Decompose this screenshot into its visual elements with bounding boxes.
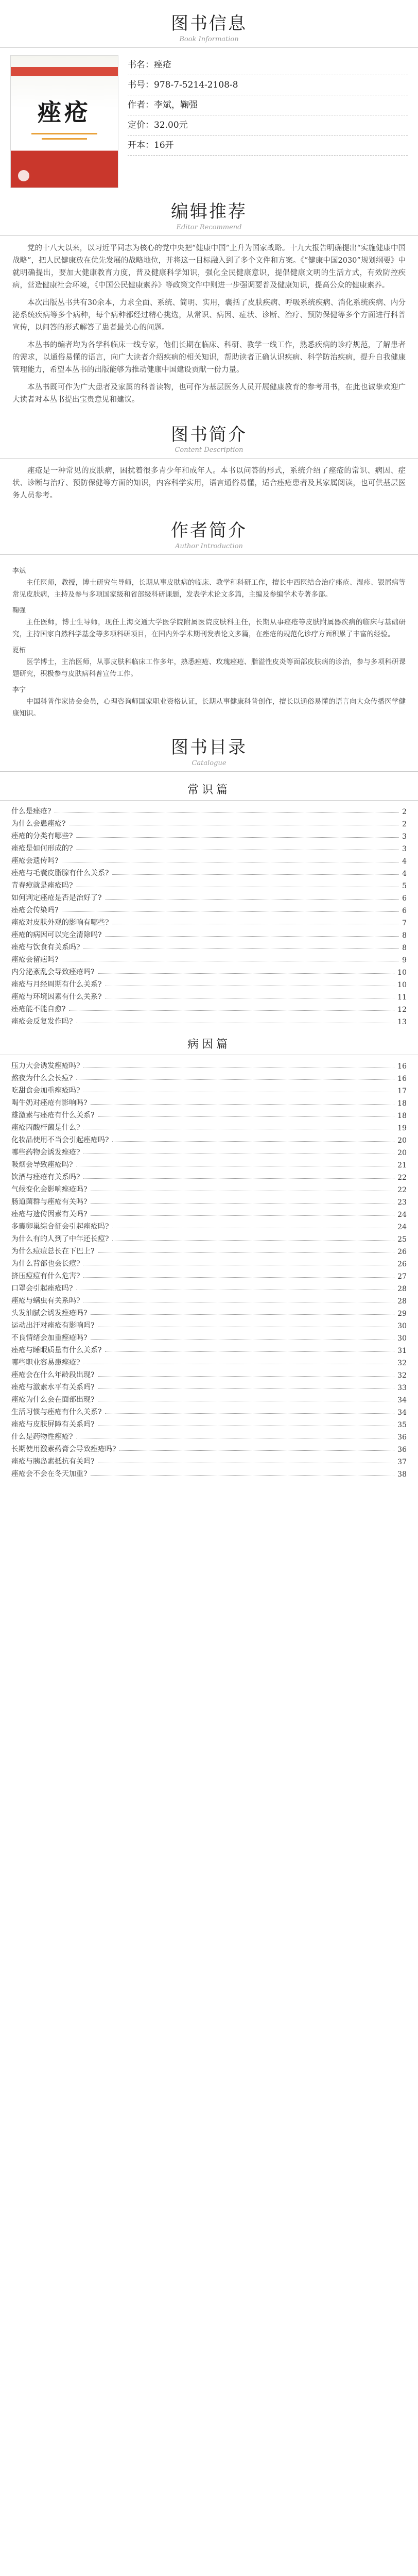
- toc-item-page: 6: [402, 906, 407, 915]
- toc-item-page: 37: [397, 1458, 407, 1466]
- toc-item: [11, 1343, 407, 1355]
- toc-item: [11, 1219, 407, 1231]
- toc-item: [11, 964, 407, 977]
- toc-item-page: 7: [402, 919, 407, 927]
- toc-item-title: 痤疮与遗传因素有关吗?: [11, 1210, 88, 1218]
- toc-item-page: 34: [397, 1396, 407, 1404]
- toc-leader: [105, 1413, 395, 1414]
- toc-item-page: 35: [397, 1420, 407, 1429]
- toc-item: [11, 977, 407, 989]
- toc-item: [11, 1429, 407, 1442]
- toc-item-page: 8: [402, 943, 407, 952]
- cover-decoration: [31, 133, 97, 134]
- field-title: 书名：痤疮: [128, 55, 408, 75]
- toc-item: [11, 866, 407, 878]
- toc-item-title: 不良情绪会加重痤疮吗?: [11, 1333, 88, 1342]
- toc-item: [11, 890, 407, 903]
- toc-item-title: 生活习惯与痤疮有什么关系?: [11, 1408, 102, 1416]
- book-cover-image: [10, 55, 118, 188]
- toc-item-page: 26: [397, 1260, 407, 1268]
- toc-item-title: 痤疮与螨虫有关系吗?: [11, 1296, 80, 1305]
- divider: [0, 800, 418, 801]
- toc-item-page: 8: [402, 931, 407, 940]
- toc-item: [11, 804, 407, 816]
- toc-item: [11, 1170, 407, 1182]
- toc-item: [11, 1014, 407, 1026]
- toc-item-title: 痤疮的分类有哪些?: [11, 832, 73, 840]
- toc-leader: [105, 936, 399, 937]
- toc-leader: [83, 1178, 395, 1179]
- toc-item-title: 吃甜食会加重痤疮吗?: [11, 1086, 80, 1095]
- summary-header: [0, 411, 418, 459]
- toc-item-page: 20: [397, 1148, 407, 1157]
- toc-item-page: 21: [397, 1161, 407, 1170]
- toc-leader: [98, 1252, 395, 1253]
- toc-leader: [105, 899, 399, 900]
- toc-item: [11, 1207, 407, 1219]
- toc-item-page: 28: [397, 1284, 407, 1293]
- catalogue-header: [0, 724, 418, 772]
- toc-item-page: 3: [402, 844, 407, 853]
- toc-item: [11, 940, 407, 952]
- toc-item-title: 痤疮与饮食有关系吗?: [11, 943, 80, 952]
- author-bio: 主任医师，教授，博士研究生导师，长期从事皮肤病的临床、教学和科研工作，擅长中西医结合治疗痤疮、湿疹、银屑病等常见皮肤病，主持及参与多项国家级和省部级科研课题，发表学术论文多篇，主编及参编学术专著多部。: [12, 579, 406, 599]
- toc-item-page: 22: [397, 1185, 407, 1194]
- book-info-subtitle: Book Information: [179, 35, 239, 43]
- toc-item: [11, 1442, 407, 1454]
- toc-item-page: 4: [402, 869, 407, 878]
- toc-item-page: 20: [397, 1136, 407, 1145]
- toc-item: [11, 853, 407, 866]
- toc-item: [11, 1194, 407, 1207]
- field-author: 作者：李斌，鞠强: [128, 95, 408, 115]
- toc-item: [11, 878, 407, 890]
- toc-item-page: 19: [397, 1124, 407, 1132]
- toc-item-page: 38: [397, 1470, 407, 1479]
- toc-item-title: 喝牛奶对痤疮有影响吗?: [11, 1098, 88, 1107]
- field-format: 开本：16开: [128, 135, 408, 156]
- toc-item: [11, 952, 407, 964]
- toc-list: [0, 804, 418, 1026]
- toc-leader: [91, 1104, 395, 1105]
- toc-item: [11, 1306, 407, 1318]
- toc-item: [11, 1083, 407, 1095]
- toc-item-page: 16: [397, 1074, 407, 1083]
- toc-item-title: 痤疮与月经周期有什么关系?: [11, 980, 102, 989]
- cover-band: [11, 67, 118, 76]
- toc-item-page: 30: [397, 1321, 407, 1330]
- editor-rec-body: [0, 236, 418, 406]
- book-info-header: [0, 0, 418, 48]
- book-info: [0, 48, 418, 188]
- toc-leader: [76, 837, 399, 838]
- editor-rec-title: 编辑推荐: [171, 201, 247, 222]
- toc-item: [11, 1454, 407, 1466]
- toc-item: [11, 915, 407, 927]
- toc-item: [11, 1268, 407, 1281]
- toc-item-page: 9: [402, 956, 407, 964]
- catalogue: [0, 781, 418, 1479]
- toc-item-title: 熬夜为什么会长痘?: [11, 1074, 73, 1082]
- toc-item-title: 气候变化会影响痤疮吗?: [11, 1185, 88, 1194]
- toc-item-title: 为什么痘痘总长在下巴上?: [11, 1247, 95, 1256]
- toc-item-title: 运动出汗对痤疮有影响吗?: [11, 1321, 95, 1330]
- toc-item: [11, 1108, 407, 1120]
- toc-item-page: 17: [397, 1087, 407, 1095]
- toc-item-page: 32: [397, 1371, 407, 1380]
- toc-item-title: 痤疮对皮肤外观的影响有哪些?: [11, 918, 109, 927]
- toc-item-page: 34: [397, 1408, 407, 1417]
- toc-leader: [91, 1475, 395, 1476]
- author-name: 李斌: [12, 567, 26, 575]
- toc-item-title: 饮酒与痤疮有关系吗?: [11, 1173, 80, 1181]
- toc-item: [11, 1293, 407, 1306]
- toc-leader: [105, 1351, 395, 1352]
- toc-item: [11, 1417, 407, 1429]
- toc-item-title: 为什么背部也会长痘?: [11, 1259, 80, 1268]
- toc-item-page: 25: [397, 1235, 407, 1244]
- toc-leader: [91, 1314, 395, 1315]
- toc-item-page: 22: [397, 1173, 407, 1182]
- toc-item-title: 雄激素与痤疮有什么关系?: [11, 1111, 95, 1120]
- toc-item: [11, 1244, 407, 1256]
- toc-item-page: 24: [397, 1210, 407, 1219]
- authors-title: 作者简介: [171, 520, 247, 541]
- paragraph: 本丛书既可作为广大患者及家属的科普读物，也可作为基层医务人员开展健康教育的参考用书，在此也诚挚欢迎广大读者对本丛书提出宝贵意见和建议。: [12, 383, 406, 404]
- chapter-title: 常识篇: [187, 783, 231, 796]
- toc-item-page: 2: [402, 820, 407, 828]
- toc-item-title: 痤疮与胰岛素抵抗有关吗?: [11, 1457, 95, 1466]
- toc-item: [11, 1330, 407, 1343]
- chapter-title: 病因篇: [187, 1038, 231, 1051]
- toc-item-title: 哪些药物会诱发痤疮?: [11, 1148, 80, 1157]
- toc-leader: [69, 1010, 395, 1011]
- toc-item: [11, 1256, 407, 1268]
- toc-item-page: 36: [397, 1445, 407, 1454]
- toc-item: [11, 1355, 407, 1367]
- toc-item-title: 压力大会诱发痤疮吗?: [11, 1061, 80, 1070]
- publisher-logo-icon: [18, 170, 29, 181]
- toc-item-page: 29: [397, 1309, 407, 1318]
- author-name: 夏柘: [12, 647, 26, 655]
- toc-item-title: 痤疮与皮肤屏障有关系吗?: [11, 1420, 95, 1429]
- summary-title: 图书简介: [171, 424, 247, 445]
- toc-item: [11, 1120, 407, 1132]
- toc-item-page: 26: [397, 1247, 407, 1256]
- paragraph: 本丛书的编者均为各学科临床一线专家，他们长期在临床、科研、教学一线工作，熟悉疾病的诊疗规范，了解患者的需求，以通俗易懂的语言，向广大读者介绍疾病的相关知识，帮助读者正确认识疾病、科学防治疾病，提升自我健康管理能力，希望本丛书的出版能够为推动健康中国建设贡献一份力量。: [12, 341, 406, 374]
- toc-item: [11, 1380, 407, 1392]
- author-bio: 医学博士，主治医师，从事皮肤科临床工作多年，熟悉痤疮、玫瑰痤疮、脂溢性皮炎等面部皮肤病的诊治，参与多项科研课题研究，积极参与皮肤病科普宣传工作。: [12, 658, 406, 679]
- field-isbn: 书号：978-7-5214-2108-8: [128, 75, 408, 95]
- toc-item-page: 6: [402, 894, 407, 903]
- toc-leader: [62, 911, 399, 912]
- book-fields: [118, 55, 408, 188]
- toc-item: [11, 1002, 407, 1014]
- toc-item-title: 痤疮是如何形成的?: [11, 844, 73, 853]
- authors-subtitle: Author Introduction: [175, 543, 243, 551]
- divider: [0, 771, 418, 772]
- toc-item-title: 挤压痘痘有什么危害?: [11, 1272, 80, 1280]
- toc-leader: [83, 1277, 395, 1278]
- authors-header: [0, 507, 418, 555]
- author-name: 李宁: [12, 686, 26, 694]
- editor-rec-header: [0, 188, 418, 236]
- author-bio: 中国科普作家协会会员，心理咨询师国家职业资格认证，长期从事健康科普创作，擅长以通俗易懂的语言向大众传播医学健康知识。: [12, 698, 406, 718]
- toc-item: [11, 1071, 407, 1083]
- toc-item-title: 痤疮会反复发作吗?: [11, 1017, 73, 1026]
- toc-item-title: 哪些职业容易患痤疮?: [11, 1358, 80, 1367]
- toc-item-title: 痤疮会在什么年龄段出现?: [11, 1370, 95, 1379]
- author-name: 鞠强: [12, 607, 26, 615]
- toc-item-title: 多囊卵巢综合征会引起痤疮吗?: [11, 1222, 109, 1231]
- toc-item-page: 31: [397, 1346, 407, 1355]
- toc-item-title: 痤疮与环境因素有什么关系?: [11, 992, 102, 1001]
- toc-leader: [112, 874, 399, 875]
- toc-item-title: 痤疮会不会在冬天加重?: [11, 1469, 88, 1478]
- toc-item-title: 为什么会患痤疮?: [11, 819, 66, 828]
- toc-item-page: 10: [397, 968, 407, 977]
- toc-item-page: 30: [397, 1334, 407, 1343]
- toc-item-page: 12: [397, 1005, 407, 1014]
- authors-body: [0, 555, 418, 720]
- toc-item-title: 痤疮会遗传吗?: [11, 856, 59, 865]
- toc-item-title: 吸烟会导致痤疮吗?: [11, 1160, 73, 1169]
- toc-item: [11, 1231, 407, 1244]
- cover-decoration: [42, 138, 87, 140]
- toc-item-title: 痤疮与激素水平有关系吗?: [11, 1383, 95, 1392]
- toc-item-page: 13: [397, 1018, 407, 1026]
- toc-item-page: 16: [397, 1062, 407, 1071]
- toc-item-title: 什么是药物性痤疮?: [11, 1432, 73, 1441]
- toc-leader: [91, 1339, 395, 1340]
- toc-item: [11, 1281, 407, 1293]
- paragraph: 本次出版丛书共有30余本，力求全面、系统、简明、实用，囊括了皮肤疾病、呼吸系统疾病、消化系统疾病、内分泌系统疾病等多个病种，每个病种都经过精心挑选，从常识、病因、症状、诊断、治疗、预防保健等多个方面进行科普宣传，以问答的形式解答了患者最关心的问题。: [12, 298, 406, 332]
- toc-item-title: 什么是痤疮?: [11, 807, 51, 816]
- toc-item: [11, 1404, 407, 1417]
- toc-item-page: 28: [397, 1297, 407, 1306]
- summary-subtitle: Content Description: [175, 446, 243, 454]
- toc-item-title: 痤疮与睡眠质量有什么关系?: [11, 1346, 102, 1354]
- toc-item: [11, 1182, 407, 1194]
- toc-item-title: 痤疮为什么会在面部出现?: [11, 1395, 95, 1404]
- toc-leader: [91, 1203, 395, 1204]
- toc-leader: [55, 812, 399, 813]
- toc-leader: [76, 1079, 395, 1080]
- catalogue-subtitle: Catalogue: [191, 759, 227, 767]
- toc-leader: [98, 973, 395, 974]
- book-info-title: 图书信息: [171, 13, 247, 34]
- toc-item-title: 痤疮会传染吗?: [11, 906, 59, 914]
- toc-item-page: 24: [397, 1223, 407, 1231]
- toc-item-page: 4: [402, 857, 407, 866]
- toc-item-title: 痤疮能不能自愈?: [11, 1005, 66, 1013]
- toc-item: [11, 828, 407, 841]
- toc-leader: [91, 1215, 395, 1216]
- toc-item-page: 33: [397, 1383, 407, 1392]
- toc-item: [11, 903, 407, 915]
- toc-leader: [119, 1450, 395, 1451]
- toc-item: [11, 1145, 407, 1157]
- toc-item-title: 青春痘就是痤疮吗?: [11, 881, 73, 890]
- toc-item-title: 肠道菌群与痤疮有关吗?: [11, 1197, 88, 1206]
- toc-item-page: 27: [397, 1272, 407, 1281]
- toc-item-page: 11: [397, 993, 407, 1002]
- toc-item-title: 内分泌紊乱会导致痤疮吗?: [11, 968, 95, 976]
- toc-item-title: 化妆品使用不当会引起痤疮吗?: [11, 1136, 109, 1144]
- catalogue-title: 图书目录: [171, 737, 247, 758]
- toc-item: [11, 927, 407, 940]
- paragraph: 党的十八大以来，以习近平同志为核心的党中央把“健康中国”上升为国家战略。十九大报告明确提出“实施健康中国战略”，把人民健康放在优先发展的战略地位，并将这一目标融入到了多个文件和方案。《“健康中国2030”规划纲要》中就明确提出，要加大健康教育力度，普及健康科学知识，强化全民健康意识，提倡健康文明的生活方式，有效防控疾病，营造健康社会环境，《中国公民健康素养》等政策文件中则进一步强调要普及健康知识，提高公众的健康素养。: [12, 244, 406, 290]
- toc-item: [11, 1132, 407, 1145]
- toc-item: [11, 989, 407, 1002]
- toc-item-title: 长期使用激素药膏会导致痤疮吗?: [11, 1445, 116, 1453]
- toc-item-title: 如何判定痤疮是否是治好了?: [11, 893, 102, 902]
- cover-title: 痤疮: [38, 98, 91, 126]
- toc-item: [11, 1095, 407, 1108]
- toc-item-page: 10: [397, 980, 407, 989]
- toc-leader: [98, 1116, 395, 1117]
- toc-item-page: 18: [397, 1099, 407, 1108]
- toc-item-title: 头发油腻会诱发痤疮吗?: [11, 1309, 88, 1317]
- toc-item-title: 痤疮会留疤吗?: [11, 955, 59, 964]
- summary-body: [0, 459, 418, 502]
- toc-item-title: 痤疮丙酸杆菌是什么?: [11, 1123, 80, 1132]
- toc-item-page: 32: [397, 1359, 407, 1367]
- toc-leader: [112, 1141, 395, 1142]
- toc-item: [11, 1392, 407, 1404]
- toc-list: [0, 1058, 418, 1479]
- toc-leader: [98, 1388, 395, 1389]
- toc-item-page: 18: [397, 1111, 407, 1120]
- toc-item: [11, 1318, 407, 1330]
- toc-item-title: 为什么有的人到了中年还长痘?: [11, 1234, 109, 1243]
- toc-item-page: 36: [397, 1433, 407, 1442]
- toc-item: [11, 1157, 407, 1170]
- toc-item-title: 口罩会引起痤疮吗?: [11, 1284, 73, 1293]
- paragraph: 痤疮是一种常见的皮肤病，困扰着很多青少年和成年人。本书以问答的形式，系统介绍了痤疮的常识、病因、症状、诊断与治疗、预防保健等方面的知识，内容科学实用，语言通俗易懂，适合痤疮患者及其家属阅读，也可供基层医务人员参考。: [12, 467, 406, 500]
- toc-item: [11, 841, 407, 853]
- author-bio: 主任医师，博士生导师，现任上海交通大学医学院附属医院皮肤科主任，长期从事痤疮等皮肤附属器疾病的临床与基础研究，主持国家自然科学基金等多项科研项目，在国内外学术期刊发表论文多篇，在痤疮的规范化诊疗方面积累了丰富的经验。: [12, 618, 406, 639]
- toc-item: [11, 816, 407, 828]
- toc-item: [11, 1058, 407, 1071]
- editor-rec-subtitle: Editor Recommend: [176, 223, 242, 231]
- toc-leader: [83, 948, 399, 949]
- toc-item: [11, 1367, 407, 1380]
- toc-item-page: 23: [397, 1198, 407, 1207]
- toc-item-title: 痤疮的病因可以完全清除吗?: [11, 930, 102, 939]
- toc-item-page: 2: [402, 807, 407, 816]
- toc-item-page: 5: [402, 882, 407, 890]
- toc-leader: [98, 1376, 395, 1377]
- toc-item-title: 痤疮与毛囊皮脂腺有什么关系?: [11, 869, 109, 877]
- toc-item: [11, 1466, 407, 1479]
- toc-leader: [112, 1240, 395, 1241]
- toc-item-page: 3: [402, 832, 407, 841]
- field-price: 定价：32.00元: [128, 115, 408, 135]
